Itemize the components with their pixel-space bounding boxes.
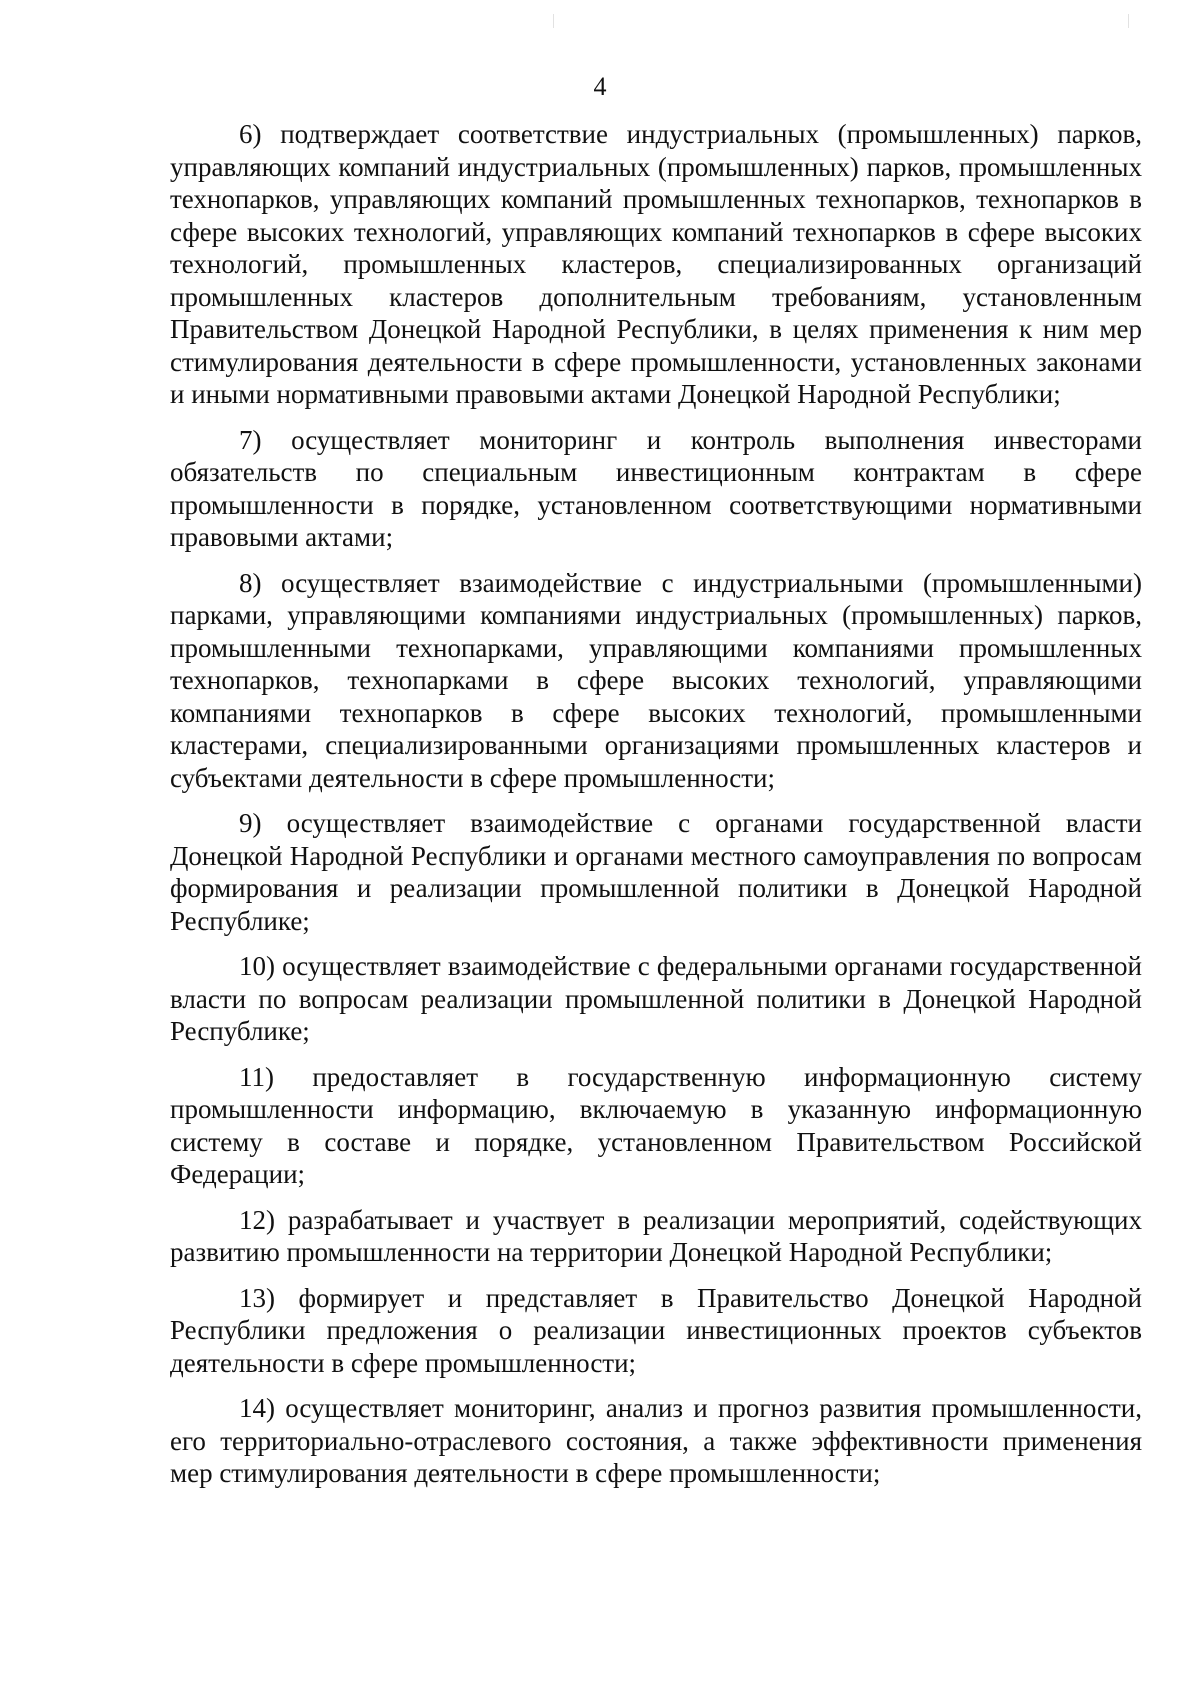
list-item-8: 8) осуществляет взаимодействие с индустриальными (промышленными) парками, управляющими компаниями индустриальных (промышленных) парков, промышленными технопарками, управляющими компаниями промышленных технопарков, технопарками в сфере высоких технологий, управляющими компаниями технопарков в сфере высоких технологий, промышленными кластерами, специализированными организациями промышленных кластеров и субъектами деятельности в сфере промышленности; bbox=[170, 567, 1142, 793]
page-number: 4 bbox=[593, 72, 607, 101]
list-item-13: 13) формирует и представляет в Правительство Донецкой Народной Республики предложения о реализации инвестиционных проектов субъектов деятельности в сфере промышленности; bbox=[170, 1282, 1142, 1378]
list-item-6: 6) подтверждает соответствие индустриальных (промышленных) парков, управляющих компаний индустриальных (промышленных) парков, промышленных технопарков, управляющих компаний промышленных технопарков, технопарков в сфере высоких технологий, управляющих компаний технопарков в сфере высоких технологий, промышленных кластеров, специализированных организаций промышленных кластеров дополнительным требованиям, установленным Правительством Донецкой Народной Республики, в целях применения к ним мер стимулирования деятельности в сфере промышленности, установленных законами и иными нормативными правовыми актами Донецкой Народной Республики; bbox=[170, 119, 1142, 409]
list-item-11: 11) предоставляет в государственную информационную систему промышленности информацию, включаемую в указанную информационную систему в составе и порядке, установленном Правительством Российской Федерации; bbox=[170, 1061, 1142, 1189]
scan-mark bbox=[1128, 14, 1129, 28]
list-item-7: 7) осуществляет мониторинг и контроль выполнения инвесторами обязательств по специальным инвестиционным контрактам в сфере промышленности в порядке, установленном соответствующими нормативными правовыми актами; bbox=[170, 424, 1142, 552]
scan-mark bbox=[553, 14, 554, 28]
list-item-14: 14) осуществляет мониторинг, анализ и прогноз развития промышленности, его территориально-отраслевого состояния, а также эффективности применения мер стимулирования деятельности в сфере промышленности; bbox=[170, 1393, 1142, 1488]
list-item-10: 10) осуществляет взаимодействие с федеральными органами государственной власти по вопросам реализации промышленной политики в Донецкой Народной Республике; bbox=[170, 951, 1142, 1046]
list-item-12: 12) разрабатывает и участвует в реализации мероприятий, содействующих развитию промышленности на территории Донецкой Народной Республики; bbox=[170, 1204, 1142, 1267]
document-body bbox=[170, 118, 1142, 1503]
list-item-9: 9) осуществляет взаимодействие с органами государственной власти Донецкой Народной Республики и органами местного самоуправления по вопросам формирования и реализации промышленной политики в Донецкой Народной Республике; bbox=[170, 808, 1142, 936]
